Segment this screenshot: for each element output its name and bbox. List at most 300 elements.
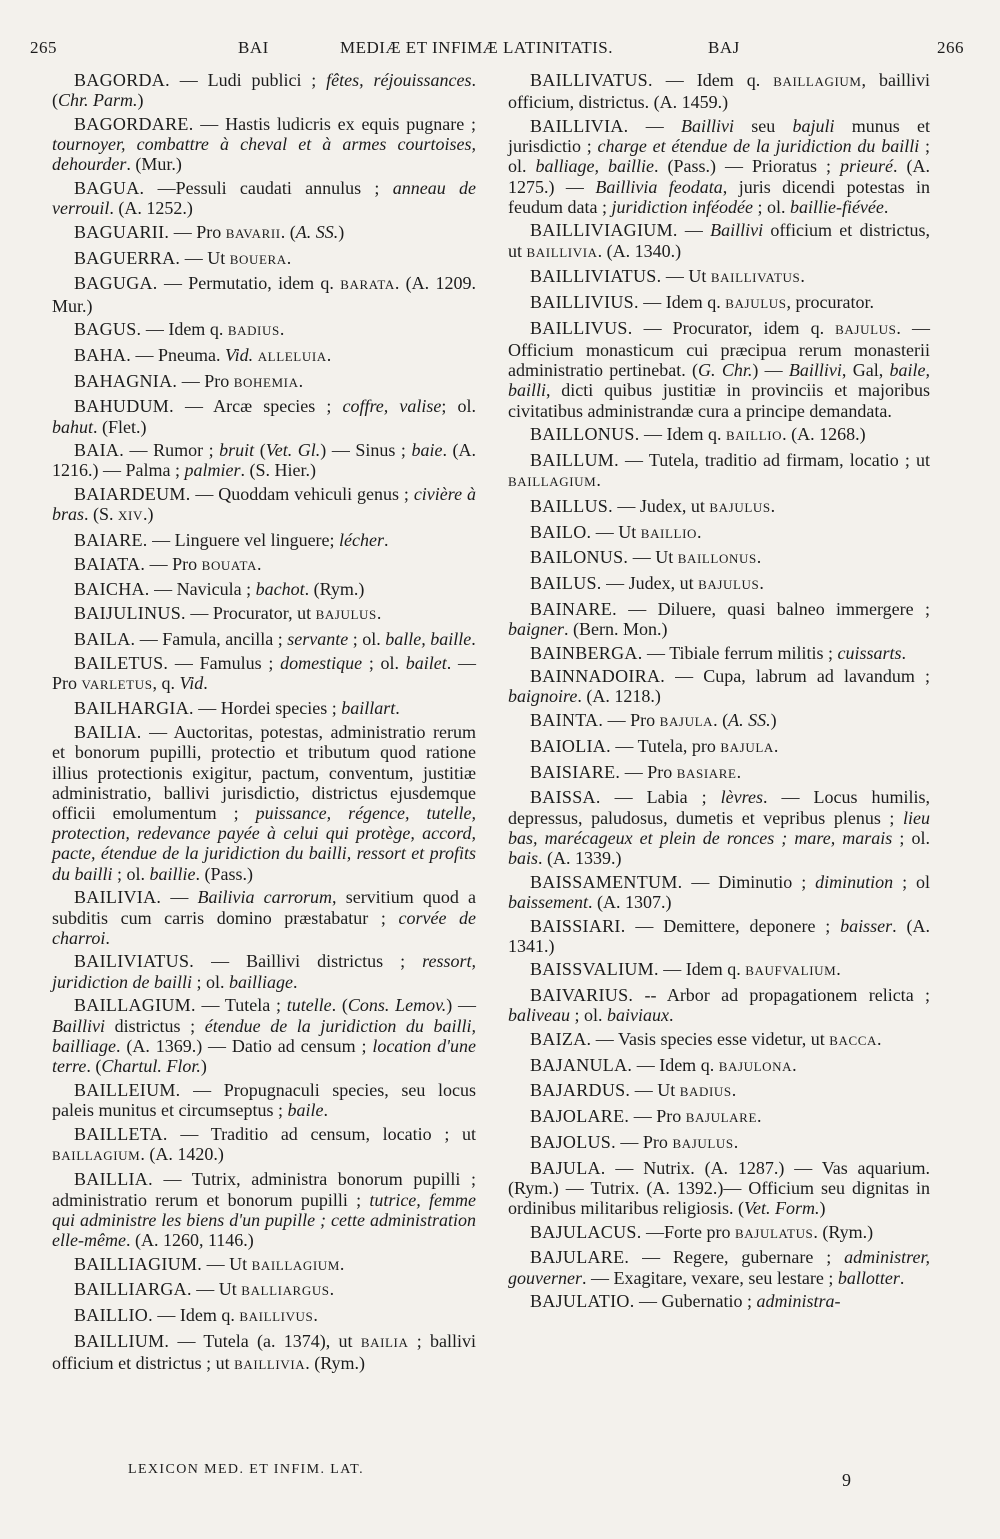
entry-headword: BAJOLUS.: [530, 1131, 616, 1152]
definition-text: — Diluere, quasi balneo immergere ;: [616, 598, 930, 619]
definition-text: . (Rym.): [813, 1221, 874, 1242]
definition-text: ; ol.: [752, 196, 790, 217]
cross-reference: BOHEMIA: [233, 374, 299, 390]
definition-text: .: [756, 1106, 762, 1127]
definition-text: .: [596, 470, 601, 491]
definition-text: ; ol.: [192, 971, 230, 992]
definition-text: ): [338, 221, 345, 242]
dictionary-entry: [52, 995, 476, 1076]
entry-headword: BAGORDARE.: [74, 113, 194, 134]
cross-reference: BAILLIO: [725, 428, 783, 444]
entry-headword: BAINNADOIRA.: [530, 666, 666, 687]
dictionary-entry: [508, 666, 930, 706]
entry-headword: BAILLIVUS.: [530, 317, 633, 338]
dictionary-entry: [52, 319, 476, 341]
running-header: [30, 38, 970, 68]
dictionary-entry: [508, 496, 930, 518]
definition-text: — Idem q.: [638, 292, 726, 313]
definition-text: . (Rym.): [305, 1353, 366, 1374]
definition-text: . (A. 1216.) — Palma ;: [52, 440, 477, 481]
french-gloss: baillie-fiévée: [789, 196, 884, 217]
dictionary-entry: [52, 579, 476, 599]
entry-headword: BAILLETA.: [74, 1123, 168, 1144]
dictionary-entry: [508, 787, 930, 868]
definition-text: — Demittere, deponere ;: [625, 915, 841, 936]
definition-text: , q.: [152, 672, 180, 693]
dictionary-entry: [52, 178, 476, 218]
french-gloss: tutrice, femme qui administre les biens d'un pupille ; cette administration elle-même: [52, 1189, 477, 1251]
dictionary-entry: [508, 872, 930, 912]
dictionary-entry: [508, 762, 930, 784]
dictionary-entry: [52, 70, 476, 110]
dictionary-entry: [52, 1080, 476, 1120]
french-gloss: Vet. Gl.: [265, 440, 321, 461]
definition-text: . (: [331, 995, 348, 1016]
definition-text: — Ut: [661, 266, 711, 287]
french-gloss: prieuré: [839, 156, 893, 177]
french-gloss: Vet. Form.: [744, 1197, 820, 1218]
definition-text: . (: [86, 1055, 102, 1076]
definition-text: — Pro: [615, 1131, 673, 1152]
definition-text: — Famulus ;: [168, 652, 281, 673]
definition-text: . (S. Hier.): [240, 460, 316, 481]
definition-text: . (A. 1209. Mur.): [52, 273, 477, 316]
french-gloss: bruit: [219, 440, 255, 461]
definition-text: .: [877, 1029, 882, 1050]
definition-text: . (Bern. Mon.): [564, 618, 668, 639]
dictionary-entry: [52, 222, 476, 244]
entry-headword: BAIATA.: [74, 553, 146, 574]
french-gloss: lèvres: [720, 787, 763, 808]
french-gloss: domestique: [280, 652, 363, 673]
right-column: [508, 70, 930, 1315]
right-guide-word: BAJ: [708, 38, 740, 57]
entry-headword: BAILLIVIAGIUM.: [530, 220, 678, 241]
french-gloss: baiviaux: [607, 1005, 669, 1026]
definition-text: . (A. 1252.): [109, 198, 193, 219]
definition-text: . (A. 1260, 1146.): [125, 1230, 254, 1251]
definition-text: . (: [713, 710, 729, 731]
dictionary-entry: [508, 573, 930, 595]
french-gloss: Vid.: [225, 344, 254, 365]
definition-text: .: [326, 344, 332, 365]
entry-headword: BAIA.: [74, 440, 124, 461]
definition-text: — Ut: [630, 1080, 680, 1101]
definition-text: — Permutatio, idem q.: [157, 273, 341, 294]
definition-text: . (A. 1268.): [782, 424, 866, 445]
definition-text: — Procurator, ut: [185, 603, 316, 624]
french-gloss: balle, baille: [385, 628, 472, 649]
left-page-number: 265: [30, 38, 57, 57]
sheet-number: 9: [842, 1470, 851, 1490]
definition-text: ) — Sinus ;: [320, 440, 412, 461]
french-gloss: Baillivi: [52, 1015, 105, 1036]
entry-headword: BAIARDEUM.: [74, 484, 191, 505]
definition-text: .: [376, 603, 382, 624]
french-gloss: charge et étendue de la juridiction du bailli: [597, 136, 920, 157]
definition-text: ; ol.: [362, 652, 406, 673]
definition-text: — Pneuma.: [131, 344, 226, 365]
dictionary-entry: [52, 653, 476, 695]
cross-reference: BAILLAGIUM: [773, 74, 862, 89]
cross-reference: BAILLIO: [640, 525, 697, 541]
dictionary-entry: [52, 396, 476, 436]
entry-headword: BAIOLIA.: [530, 735, 611, 756]
french-gloss: bailliage: [229, 971, 294, 992]
entry-headword: BAILUS.: [530, 572, 602, 593]
french-gloss: administra-: [756, 1291, 841, 1312]
french-gloss: anneau de verrouil: [52, 178, 476, 219]
definition-text: .: [298, 370, 304, 391]
right-page-number: 266: [937, 38, 964, 57]
dictionary-entry: [508, 1222, 930, 1244]
french-gloss: Chartul. Flor.: [101, 1055, 201, 1076]
definition-text: .: [800, 266, 805, 287]
dictionary-entry: [508, 985, 930, 1025]
french-gloss: bailet: [405, 652, 447, 673]
definition-text: . — Pro: [52, 652, 476, 693]
definition-text: . — Exagitare, vexare, seu lestare ;: [581, 1267, 838, 1288]
definition-text: — Tutela (a. 1374), ut: [169, 1330, 361, 1351]
french-gloss: Baillivi: [788, 360, 842, 381]
entry-headword: BAICHA.: [74, 579, 150, 600]
definition-text: .: [770, 495, 776, 516]
definition-text: , dicti quibus justitiæ in provinciis et majoribus civitatibus administrandæ cura a principe demandata.: [508, 380, 930, 421]
definition-text: — Judex, ut: [601, 572, 699, 593]
entry-headword: BAIZA.: [530, 1029, 592, 1050]
definition-text: — Nutrix. (A. 1287.) — Vas aquarium. (Rym.) — Tutrix. (A. 1392.)— Officium seu dignitas in ordinibus militaribus religiosis. (: [508, 1157, 930, 1218]
definition-text: districtus ;: [105, 1015, 205, 1036]
definition-text: ; ol.: [441, 396, 476, 417]
dictionary-entry: [508, 266, 930, 288]
definition-text: .: [792, 1054, 797, 1075]
entry-headword: BAILLIAGIUM.: [74, 1253, 203, 1274]
cross-reference: BADIUS: [227, 323, 280, 339]
definition-text: — Rumor ;: [124, 440, 220, 461]
cross-reference: BACCA: [829, 1033, 878, 1049]
definition-text: .: [329, 1279, 335, 1300]
definition-text: .: [105, 927, 110, 948]
cross-reference: BAJULA: [720, 739, 774, 755]
cross-reference: BAILLONUS: [677, 551, 757, 567]
definition-text: — Quoddam vehiculi genus ;: [190, 484, 414, 505]
definition-text: . (A. 1218.): [577, 686, 661, 707]
french-gloss: fêtes, réjouissances: [326, 70, 472, 90]
cross-reference: BARATA: [340, 277, 395, 293]
definition-text: . (A. 1369.) — Datio ad censum ;: [116, 1035, 373, 1056]
definition-text: — Tutela, traditio ad firmam, locatio ; ut: [618, 449, 930, 470]
cross-reference: BOUERA: [229, 251, 287, 267]
french-gloss: baillart: [341, 698, 396, 719]
definition-text: .: [256, 553, 262, 574]
definition-text: — Hordei species ;: [193, 698, 342, 719]
definition-text: — Gubernatio ;: [634, 1291, 757, 1312]
entry-headword: BAHA.: [74, 344, 132, 365]
entry-headword: BAJULACUS.: [530, 1221, 642, 1242]
french-gloss: baile: [287, 1099, 324, 1120]
entry-headword: BAILLONUS.: [530, 424, 640, 445]
definition-text: .: [736, 761, 742, 782]
entry-headword: BAILLIVATUS.: [530, 70, 653, 90]
definition-text: .: [286, 247, 292, 268]
cross-reference: BAILLAGIUM: [52, 1147, 141, 1163]
dictionary-entry: [52, 629, 476, 649]
definition-text: .: [759, 572, 764, 593]
definition-text: — Ut: [628, 547, 678, 568]
cross-reference: BAJULUS: [698, 576, 760, 592]
dictionary-entry: [508, 1106, 930, 1128]
dictionary-entry: [52, 371, 476, 393]
definition-text: — Navicula ;: [149, 579, 256, 600]
entry-headword: BAJANULA.: [530, 1054, 633, 1075]
definition-text: . (Pass.) — Prioratus ;: [653, 156, 840, 177]
definition-text: ; ol: [893, 871, 930, 892]
definition-text: , servitium quod a subditis cum carris domino præstabatur ;: [52, 887, 477, 928]
left-guide-word: BAI: [238, 38, 269, 57]
entry-headword: BAILHARGIA.: [74, 698, 194, 719]
definition-text: .: [384, 530, 389, 551]
definition-text: — Tibiale ferrum militis ;: [642, 642, 838, 663]
dictionary-entry: [52, 951, 476, 991]
entry-headword: BAILLUM.: [530, 449, 619, 470]
entry-headword: BAISSIARI.: [530, 915, 626, 936]
definition-text: — Labia ;: [600, 787, 721, 808]
dictionary-entry: [508, 1158, 930, 1219]
entry-headword: BAGORDA.: [74, 70, 170, 90]
dictionary-entry: [52, 1331, 476, 1375]
definition-text: seu: [733, 115, 793, 136]
definition-text: — Ut: [180, 247, 230, 268]
definition-text: .: [899, 1267, 905, 1288]
definition-text: ; ol.: [892, 827, 930, 848]
cross-reference: BAJULUS: [672, 1135, 734, 1151]
definition-text: — Procurator, idem q.: [632, 317, 836, 338]
french-gloss: A. SS.: [295, 221, 339, 242]
dictionary-entry: [508, 959, 930, 981]
entry-headword: BAGUERRA.: [74, 247, 181, 268]
dictionary-entry: [508, 70, 930, 112]
definition-text: — Propugnaculi species, seu locus paleis munitus et circumseptus ;: [52, 1079, 476, 1120]
definition-text: — Ludi publici ;: [169, 70, 327, 90]
definition-text: . (Rym.): [304, 579, 365, 600]
french-gloss: baile, bailli: [508, 360, 930, 401]
entry-headword: BAISIARE.: [530, 761, 621, 782]
french-gloss: A. SS.: [728, 710, 771, 731]
entry-headword: BAGUA.: [74, 178, 145, 199]
definition-text: — Pro: [145, 553, 202, 574]
dictionary-entry: [52, 722, 476, 884]
definition-text: .: [836, 959, 841, 980]
definition-text: .: [395, 698, 400, 719]
entry-headword: BAILLIA.: [74, 1169, 153, 1190]
dictionary-entry: [52, 1254, 476, 1276]
definition-text: .: [313, 1305, 318, 1326]
definition-text: ) —: [446, 995, 476, 1016]
french-gloss: balliage, baillie: [535, 156, 654, 177]
french-gloss: bachot: [255, 579, 305, 600]
printer-signature: LEXICON MED. ET INFIM. LAT.: [128, 1462, 364, 1477]
definition-text: .: [696, 521, 702, 542]
definition-text: — Idem q.: [652, 70, 774, 90]
entry-headword: BAILLIVIA.: [530, 115, 629, 136]
dictionary-entry: [508, 220, 930, 262]
entry-headword: BAJARDUS.: [530, 1080, 631, 1101]
running-title: MEDIÆ ET INFIMÆ LATINITATIS.: [340, 38, 613, 57]
french-gloss: baliveau: [508, 1005, 570, 1026]
definition-text: . (Pass.): [195, 863, 254, 884]
dictionary-entry: [52, 1124, 476, 1166]
definition-text: . (A. 1307.): [588, 891, 672, 912]
french-gloss: ballotter: [837, 1267, 900, 1288]
definition-text: , Gal,: [841, 360, 890, 381]
french-gloss: baillie: [149, 863, 196, 884]
definition-text: . (A. 1420.): [140, 1143, 224, 1164]
definition-text: ; ballivi officium et districtus ; ut: [52, 1330, 477, 1374]
definition-text: — Pro: [603, 710, 660, 731]
french-gloss: lécher: [339, 530, 385, 551]
entry-headword: BAIVARIUS.: [530, 985, 634, 1006]
dictionary-entry: [508, 450, 930, 492]
entry-headword: BAINTA.: [530, 710, 604, 731]
definition-text: .: [293, 971, 298, 992]
cross-reference: ALLELUIA: [257, 348, 327, 364]
cross-reference: BAJULA: [659, 714, 714, 730]
cross-reference: BAJULUS: [709, 499, 771, 515]
dictionary-entry: [52, 484, 476, 526]
dictionary-entry: [52, 887, 476, 948]
dictionary-entry: [52, 603, 476, 625]
definition-text: —Forte pro: [641, 1221, 736, 1242]
entry-headword: BAILLEIUM.: [74, 1079, 181, 1100]
definition-text: .: [339, 1253, 345, 1274]
dictionary-entry: [508, 1080, 930, 1102]
entry-headword: BAILIVIA.: [74, 887, 162, 908]
cross-reference: BAJULUS: [315, 607, 377, 623]
cross-reference: BAVARII: [225, 225, 281, 241]
entry-headword: BAILO.: [530, 521, 592, 542]
definition-text: — Vasis species esse videtur, ut: [591, 1029, 830, 1050]
dictionary-entry: [508, 736, 930, 758]
cross-reference: BAILLIVIA: [526, 244, 598, 260]
definition-text: .: [731, 1080, 737, 1101]
cross-reference: BAJULATUS: [735, 1225, 814, 1241]
definition-text: ): [200, 1055, 207, 1076]
french-gloss: servante: [287, 628, 349, 649]
definition-text: — Linguere vel linguere;: [147, 530, 340, 551]
entry-headword: BAISSAMENTUM.: [530, 871, 683, 892]
entry-headword: BAHUDUM.: [74, 396, 174, 417]
entry-headword: BAIJULINUS.: [74, 603, 186, 624]
dictionary-entry: [508, 643, 930, 663]
entry-headword: BAGUGA.: [74, 273, 158, 294]
french-gloss: bais: [508, 847, 539, 868]
entry-headword: BAISSA.: [530, 787, 601, 808]
definition-text: — Tutela ;: [195, 995, 287, 1016]
definition-text: — Ut: [202, 1253, 252, 1274]
definition-text: — Arcæ species ;: [173, 396, 343, 417]
french-gloss: ressort, juridiction de bailli: [52, 951, 476, 992]
entry-headword: BAILLIO.: [74, 1305, 153, 1326]
cross-reference: BADIUS: [679, 1084, 732, 1100]
definition-text: .: [471, 628, 476, 649]
definition-text: — Pro: [629, 1106, 686, 1127]
definition-text: — Hastis ludicris ex equis pugnare ;: [193, 113, 476, 134]
dictionary-entry: [52, 698, 476, 718]
french-gloss: étendue de la juridiction du bailli, bailliage: [52, 1015, 476, 1056]
french-gloss: bajuli: [792, 115, 835, 136]
definition-text: . (: [280, 221, 296, 242]
definition-text: — Idem q.: [152, 1305, 240, 1326]
definition-text: ): [770, 710, 777, 731]
entry-headword: BAILLAGIUM.: [74, 995, 196, 1016]
french-gloss: lieu bas, marécageux et plein de ronces ; mare, marais: [508, 807, 930, 848]
french-gloss: baignoire: [508, 686, 578, 707]
french-gloss: location d'une terre: [52, 1035, 476, 1076]
cross-reference: BAJULONA: [718, 1058, 793, 1074]
entry-headword: BAILLIVIUS.: [530, 292, 639, 313]
definition-text: . (A. 1275.) —: [508, 156, 930, 197]
dictionary-entry: [508, 1029, 930, 1051]
definition-text: — Idem q.: [639, 424, 726, 445]
definition-text: . (: [52, 70, 476, 111]
dictionary-entry: [52, 554, 476, 576]
dictionary-entry: [508, 116, 930, 217]
definition-text: .: [883, 196, 889, 217]
dictionary-entry: [508, 292, 930, 314]
definition-text: , procurator.: [786, 292, 875, 313]
entry-headword: BAJOLARE.: [530, 1106, 630, 1127]
dictionary-entry: [52, 1305, 476, 1327]
definition-text: . (A. 1339.): [538, 847, 622, 868]
french-gloss: Baillivi: [680, 115, 734, 136]
dictionary-entry: [508, 1247, 930, 1287]
cross-reference: BASIARE: [676, 765, 737, 781]
french-gloss: tutelle: [286, 995, 332, 1016]
definition-text: — Pro: [169, 221, 226, 242]
definition-text: .: [901, 642, 907, 663]
definition-text: .: [323, 1099, 328, 1120]
definition-text: — Famula, ancilla ;: [135, 628, 288, 649]
definition-text: . — Locus humilis, depressus, paludosus, dumetis et vepribus plenus ;: [508, 787, 931, 828]
french-gloss: cuissarts: [837, 642, 902, 663]
dictionary-entry: [508, 1055, 930, 1077]
dictionary-entry: [52, 273, 476, 315]
entry-headword: BAINARE.: [530, 598, 617, 619]
definition-text: .: [773, 735, 779, 756]
definition-text: . (S.: [84, 504, 119, 525]
french-gloss: civière à bras: [52, 484, 476, 525]
entry-headword: BAILLIVIATUS.: [530, 266, 662, 287]
definition-text: .: [668, 1005, 674, 1026]
definition-text: (: [254, 440, 266, 461]
french-gloss: G. Chr.: [698, 360, 753, 381]
cross-reference: VARLETUS: [81, 676, 153, 692]
definition-text: — Judex, ut: [612, 495, 710, 516]
cross-reference: BAILLAGIUM: [508, 474, 597, 490]
cross-reference: BAUFVALIUM: [745, 963, 837, 979]
entry-headword: BAILONUS.: [530, 547, 629, 568]
definition-text: — Tutela, pro: [610, 735, 721, 756]
french-gloss: tournoyer, combattre à cheval et à armes courtoises, dehourder: [52, 134, 476, 175]
entry-headword: BAILETUS.: [74, 652, 169, 673]
french-gloss: coffre, valise: [342, 396, 442, 417]
entry-headword: BAINBERGA.: [530, 642, 643, 663]
dictionary-entry: [52, 345, 476, 367]
definition-text: .: [733, 1131, 739, 1152]
definition-text: . (Flet.): [93, 416, 147, 437]
french-gloss: Chr. Parm.: [58, 90, 138, 111]
french-gloss: puissance, régence, tutelle, protection, redevance payée à celui qui protège, accord, pacte, étendue de la juridiction du bailli, ressort et profits du bailli: [52, 803, 476, 884]
